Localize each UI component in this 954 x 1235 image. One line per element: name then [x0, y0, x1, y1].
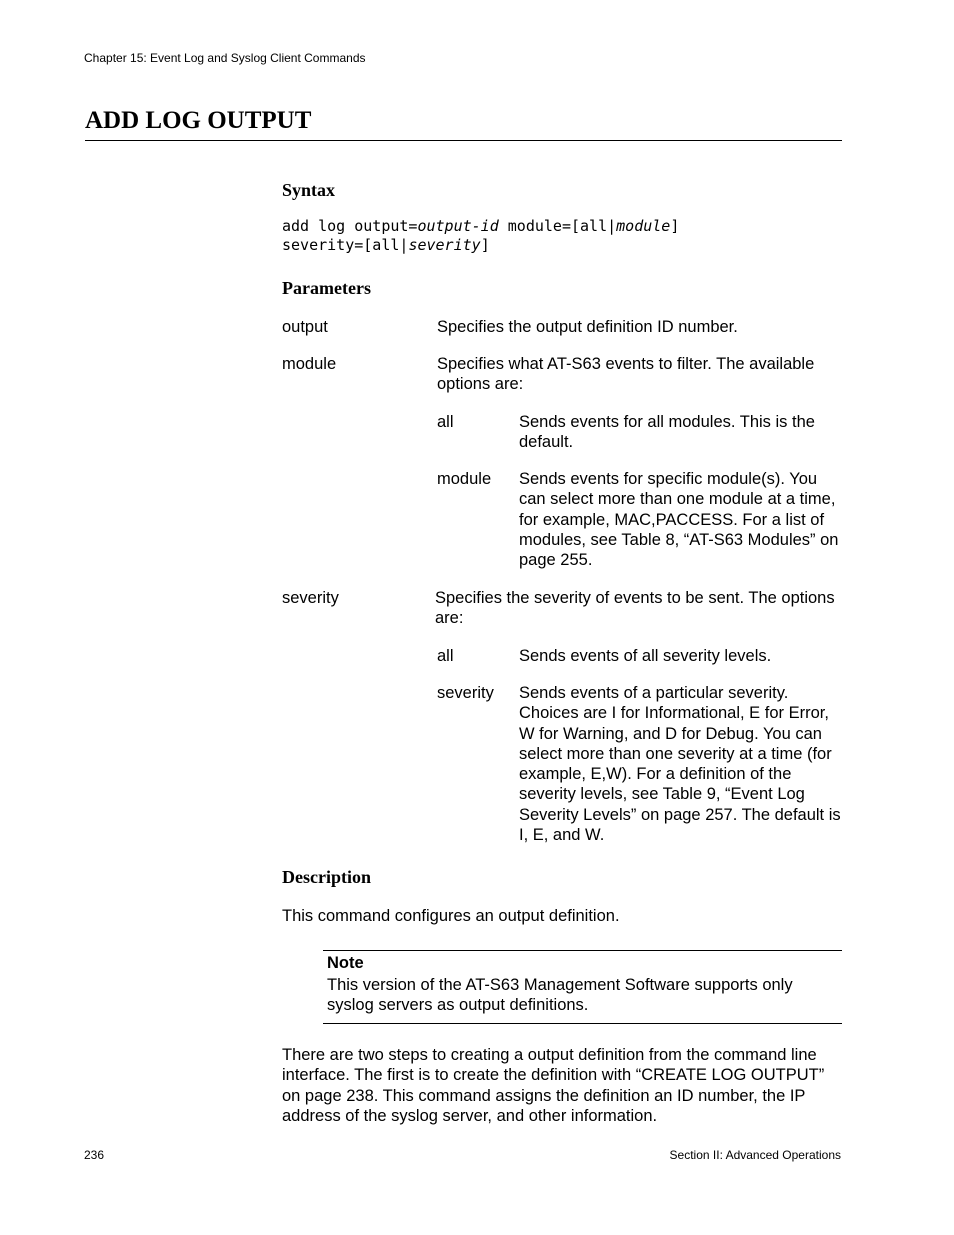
parameters-heading: Parameters [282, 278, 371, 298]
description-paragraph-2: There are two steps to creating a output definition from the command line interface. The first is to create the definition with “CREATE LOG OUTPUT” on page 238. This command assigns the definition an ID number, the IP address of the syslog server, and other information. [282, 1046, 825, 1125]
title-divider [85, 140, 842, 141]
syntax-heading: Syntax [282, 180, 336, 200]
module-option-module-name: module [437, 470, 492, 488]
note-bottom-rule [323, 1023, 842, 1024]
running-header: Chapter 15: Event Log and Syslog Client Commands [84, 51, 366, 65]
severity-option-all-name: all [437, 647, 454, 665]
page-number: 236 [84, 1148, 105, 1162]
param-severity-name: severity [282, 589, 339, 607]
severity-option-severity-desc: Sends events of a particular severity. Choices are I for Informational, E for Error, W for Warning, and D for Debug. You can select more than one severity at a time (for example, E,W). For a definition of the severity levels, see Table 9, “Event Log Severity Levels” on page 257. The default is I, E, and W. [519, 684, 841, 845]
severity-option-all-desc: Sends events of all severity levels. [519, 647, 772, 665]
module-option-all-desc: Sends events for all modules. This is the default. [519, 413, 815, 452]
param-module-desc: Specifies what AT-S63 events to filter. The available options are: [437, 355, 815, 394]
module-option-all-name: all [437, 413, 454, 431]
running-footer-section: Section II: Advanced Operations [669, 1148, 841, 1162]
syntax-line-1: add log output=output-id module=[all|module] [282, 217, 680, 235]
note-top-rule [323, 950, 842, 951]
module-option-module-desc: Sends events for specific module(s). You can select more than one module at a time, for example, MAC,PACCESS. For a list of modules, see Table 8, “AT-S63 Modules” on page 255. [519, 470, 839, 570]
severity-option-severity-name: severity [437, 684, 494, 702]
param-output-desc: Specifies the output definition ID number. [437, 318, 738, 336]
description-paragraph-1: This command configures an output definition. [282, 907, 620, 925]
syntax-line-2: severity=[all|severity] [282, 236, 490, 254]
description-heading: Description [282, 867, 371, 887]
note-body: This version of the AT-S63 Management Software supports only syslog servers as output definitions. [327, 976, 793, 1015]
param-module-name: module [282, 355, 337, 373]
param-severity-desc: Specifies the severity of events to be sent. The options are: [435, 589, 835, 628]
page-title: ADD LOG OUTPUT [85, 107, 312, 134]
note-title: Note [327, 954, 364, 972]
param-output-name: output [282, 318, 328, 336]
